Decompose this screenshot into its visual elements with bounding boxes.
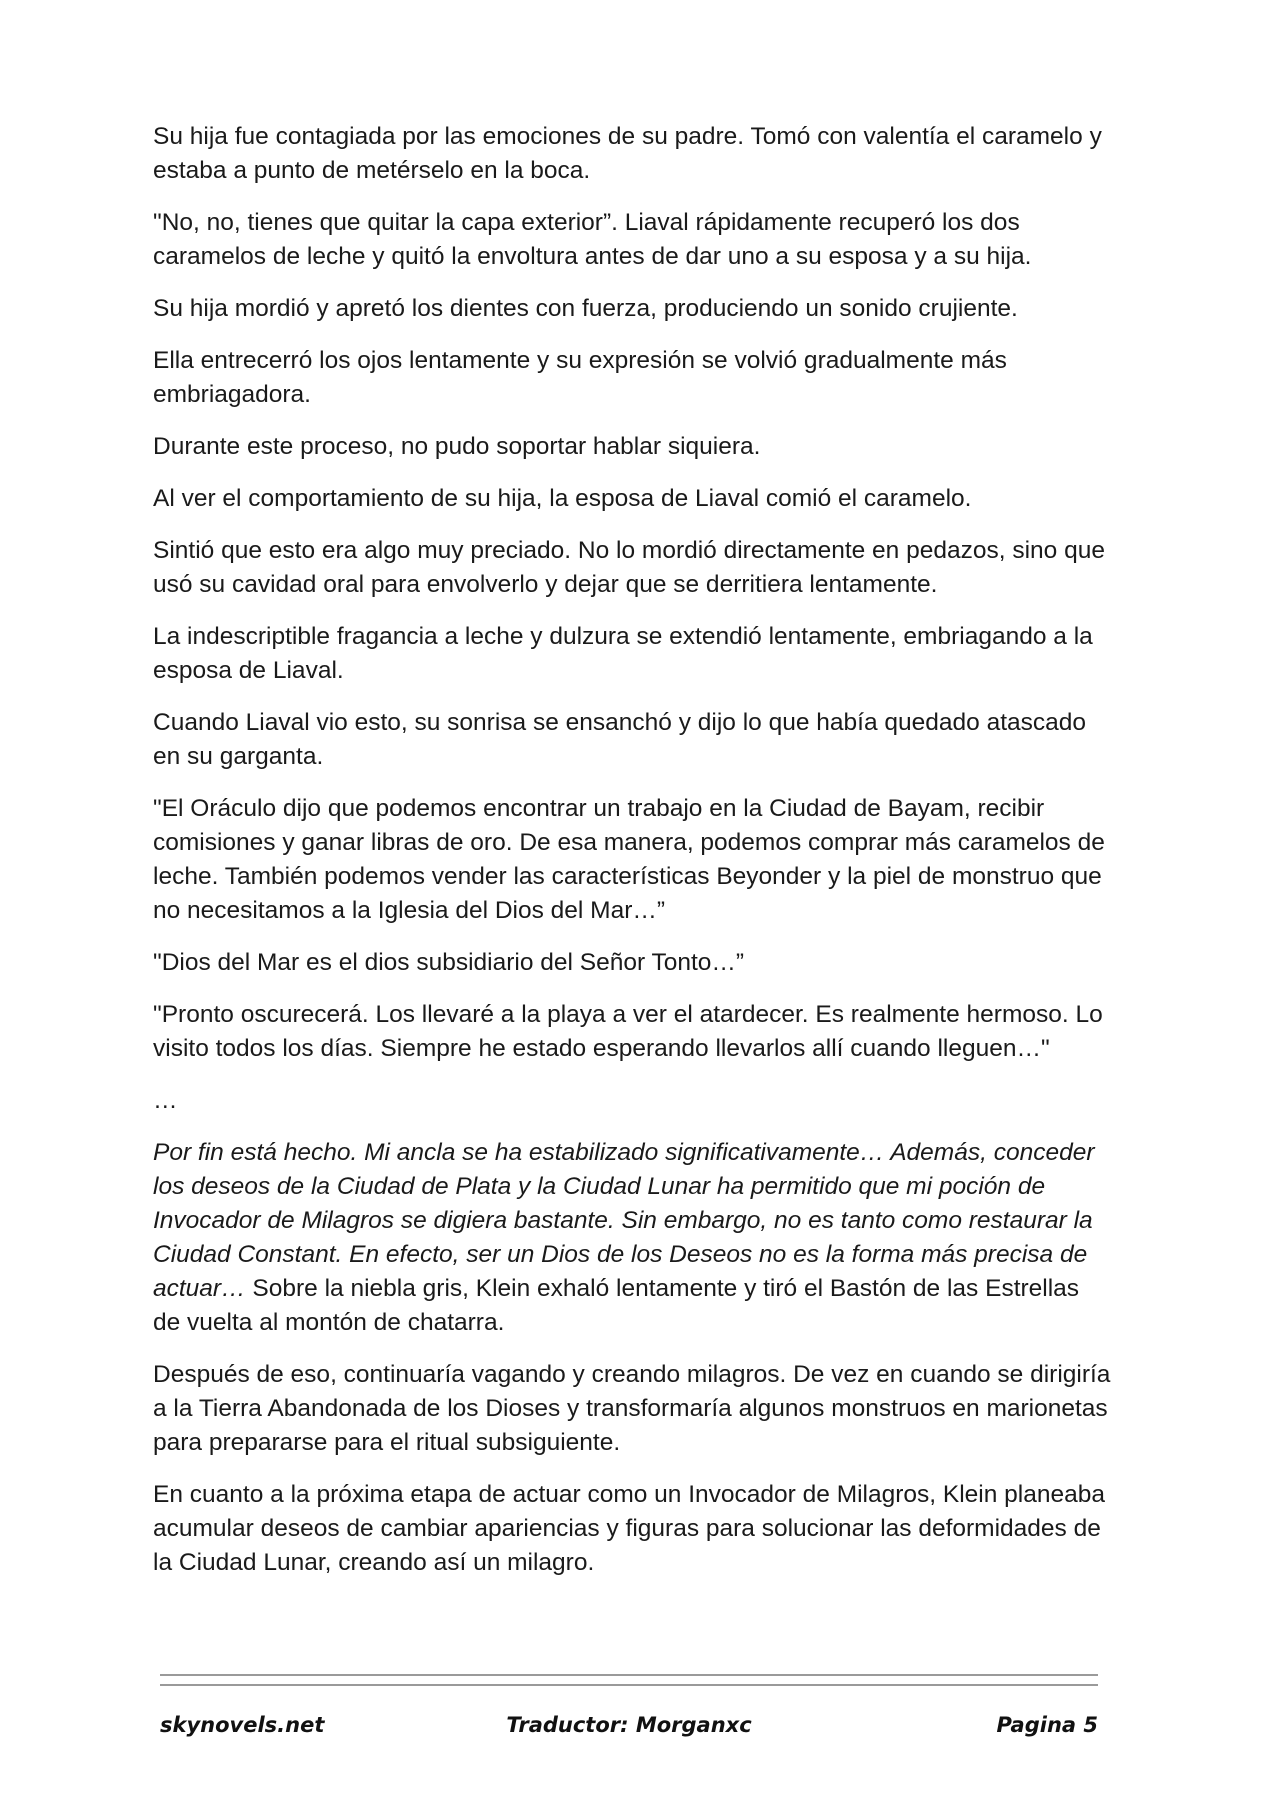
paragraph: "Dios del Mar es el dios subsidiario del Señor Tonto…” — [153, 949, 745, 976]
paragraph: Su hija fue contagiada por las emociones de su padre. Tomó con valentía el caramelo y estaba a punto de metérselo en la boca. — [153, 123, 1102, 184]
paragraph: Su hija mordió y apretó los dientes con fuerza, produciendo un sonido crujiente. — [153, 295, 1018, 322]
paragraph: "El Oráculo dijo que podemos encontrar un trabajo en la Ciudad de Bayam, recibir comisiones y ganar libras de oro. De esa manera, podemos comprar más caramelos de leche. También podemos vender las características Beyonder y la piel de monstruo que no necesitamos a la Iglesia del Dios del Mar…” — [153, 795, 1105, 924]
paragraph: "No, no, tienes que quitar la capa exterior”. Liaval rápidamente recuperó los dos caramelos de leche y quitó la envoltura antes de dar uno a su esposa y a su hija. — [153, 209, 1032, 270]
page-footer — [160, 1713, 1098, 1745]
footer-site: skynovels.net — [160, 1713, 325, 1737]
paragraph: Al ver el comportamiento de su hija, la esposa de Liaval comió el caramelo. — [153, 485, 972, 512]
paragraph: "Pronto oscurecerá. Los llevaré a la playa a ver el atardecer. Es realmente hermoso. Lo visito todos los días. Siempre he estado esperando llevarlos allí cuando lleguen…" — [153, 1001, 1103, 1062]
inner-monologue-paragraph — [153, 1136, 1113, 1340]
paragraph: Sintió que esto era algo muy preciado. No lo mordió directamente en pedazos, sino que usó su cavidad oral para envolverlo y dejar que se derritiera lentamente. — [153, 537, 1105, 598]
footer-divider-bottom — [160, 1684, 1098, 1686]
narration: Sobre la niebla gris, Klein exhaló lentamente y tiró el Bastón de las Estrellas de vuelta al montón de chatarra. — [153, 1275, 1080, 1336]
italic-thought: Por fin está hecho. Mi ancla se ha estabilizado significativamente… Además, conceder los deseos de la Ciudad de Plata y la Ciudad Lunar ha permitido que mi poción de Invocador de Milagros se digiera bastante. Sin embargo, no es tanto como restaurar la Ciudad Constant. En efecto, ser un Dios de los Deseos no es la forma más precisa de actuar… — [153, 1139, 1095, 1302]
footer-page-number: Pagina 5 — [996, 1713, 1098, 1737]
body-text — [153, 120, 1113, 1598]
scene-break: … — [153, 1087, 178, 1114]
paragraph: Ella entrecerró los ojos lentamente y su expresión se volvió gradualmente más embriagadora. — [153, 347, 1007, 408]
paragraph: La indescriptible fragancia a leche y dulzura se extendió lentamente, embriagando a la esposa de Liaval. — [153, 623, 1093, 684]
paragraph: Después de eso, continuaría vagando y creando milagros. De vez en cuando se dirigiría a la Tierra Abandonada de los Dioses y transformaría algunos monstruos en marionetas para prepararse para el ritual subsiguiente. — [153, 1361, 1111, 1456]
footer-translator: Traductor: Morganxc — [506, 1713, 752, 1737]
paragraph: Cuando Liaval vio esto, su sonrisa se ensanchó y dijo lo que había quedado atascado en su garganta. — [153, 709, 1087, 770]
footer-divider-top — [160, 1674, 1098, 1676]
paragraph: En cuanto a la próxima etapa de actuar como un Invocador de Milagros, Klein planeaba acumular deseos de cambiar apariencias y figuras para solucionar las deformidades de la Ciudad Lunar, creando así un milagro. — [153, 1481, 1106, 1576]
paragraph: Durante este proceso, no pudo soportar hablar siquiera. — [153, 433, 761, 460]
